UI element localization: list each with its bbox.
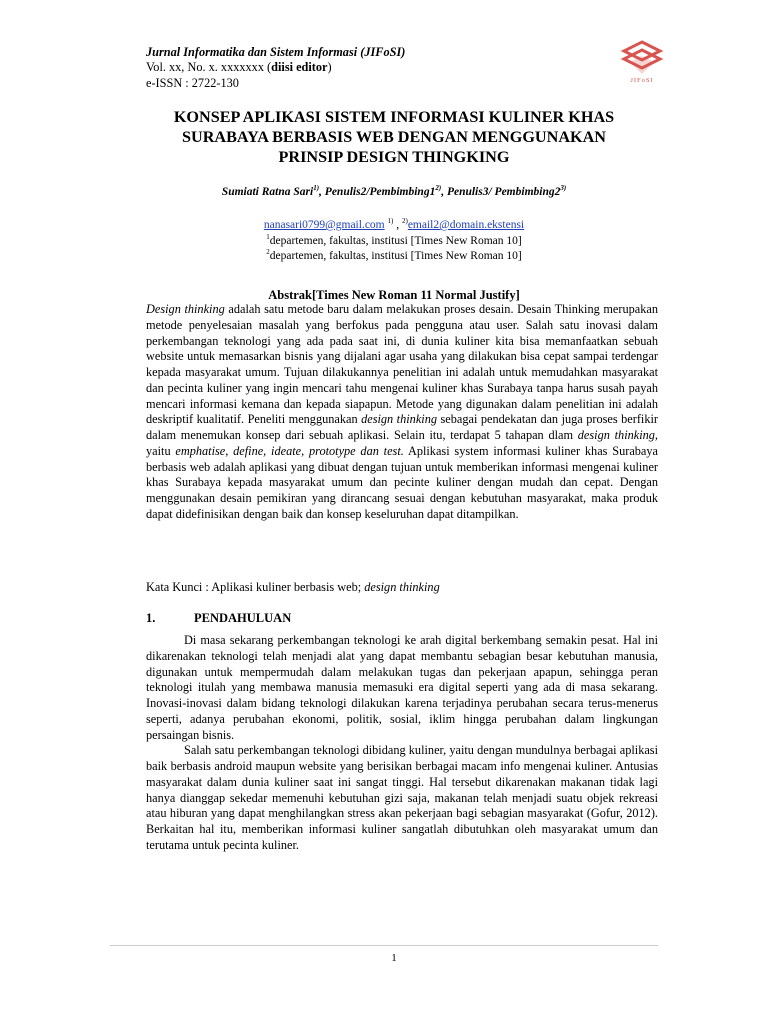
- title-line-2: SURABAYA BERBASIS WEB DENGAN MENGGUNAKAN: [182, 128, 606, 146]
- abstract-italic-1: Design thinking: [146, 302, 225, 316]
- abstract-text-1: adalah satu metode baru dalam melakukan proses desain. Desain Thinking merupakan metode penyelesaian masalah yang berfokus pada pengguna atau user. Salah satu inovasi dalam perkembangan teknologi yang ada pada saat ini, di dunia kuliner kita bisa memanfaatkan sebuah website untuk memasarkan bisnis yang dijalani agar usaha yang dilakukan bisa cepat sampai terdengar kepada masyarakat umum. Tujuan dilakukannya penelitian ini adalah untuk memudahkan masyarakat dan pecinta kuliner yang ingin mencari tahu mengenai kuliner khas Surabaya tanpa harus susah payah mencari informasi kemana dan kepada siapapun. Metode yang digunakan dalam penelitian ini adalah deskriptif kualitatif. Peneliti menggunakan: [146, 302, 658, 427]
- email-link-2[interactable]: email2@domain.ekstensi: [407, 218, 525, 231]
- abstract-heading: Abstrak[Times New Roman 11 Normal Justify]: [268, 288, 520, 302]
- email-separator: ,: [393, 218, 402, 231]
- affiliation-1: [130, 233, 658, 247]
- volume-note: diisi editor: [271, 60, 328, 75]
- author-3-sup: 3): [560, 184, 567, 192]
- author-1: Sumiati Ratna Sari: [221, 185, 314, 198]
- abstract-italic-2: design thinking: [361, 412, 437, 427]
- title-line-3: PRINSIP DESIGN THINGKING: [278, 148, 510, 166]
- author-2-sup: 2): [435, 184, 442, 192]
- email-1-sup: 1): [387, 217, 394, 225]
- volume-line: Vol. xx, No. x. xxxxxxx (diisi editor): [146, 60, 332, 75]
- paragraph-2: Salah satu perkembangan teknologi dibidang kuliner, yaitu dengan mundulnya berbagai aplikasi baik berbasis android maupun website yang berisikan berbagai macam info mengenai kuliner. Antusias masyarakat dalam dunia kuliner saat ini sangat tinggi. Hal tersebut dikarenakan makanan tidak lagi hanya dianggap sekedar memenuhi kebutuhan gizi saja, makanan telah menjadi suatu objek rekreasi atau hiburan yang dapat menghilangkan stress akan pekerjaan bagi sebagian masyarakat (Gofur, 2012). Berkaitan hal itu, memberikan informasi kuliner sangatlah dibutuhkan oleh masyarakat umum dan terutama untuk pecinta kuliner.: [146, 743, 658, 852]
- volume-text: Vol. xx, No. x. xxxxxxx: [146, 60, 264, 75]
- abstract-italic-3: design thinking,: [577, 428, 658, 442]
- affiliation-2-sup: 2: [266, 248, 270, 256]
- paragraph-1: Di masa sekarang perkembangan teknologi ke arah digital berkembang semakin pesat. Hal ini dikarenakan teknologi telah menjadi alat yang dapat membantu sebagian besar kebutuhan manusia, digunakan untuk mempermudah dalam melakukan tugas dan pekerjaan apapun, sehingga peran teknologi itulah yang membawa manusia memasuki era digital seperti yang ada di masa sekarang. Inovasi-inovasi dalam bidang teknologi dilakukan karena terjadinya perubahan secara terus-menerus seperti, adanya perubahan ekonomi, politik, sosial, iklim hingga perubahan dalam lingkungan persaingan bisnis.: [146, 633, 658, 742]
- abstract-text-5: Aplikasi system informasi kuliner khas Surabaya berbasis web adalah aplikasi yang dibuat dengan tujuan untuk memberikan informasi mengenai kuliner khas Surabaya kepada masyarakat umum dan pecinte kuliner dengan mudah dan cepat. Dengan menggunakan desain pemikiran yang dirancang sesuai dengan kebutuhan masyarakat, maka produk dapat didefinisikan dengan baik dan konsep keseluruhan dapat ditampilkan.: [146, 443, 658, 521]
- abstract-body: [146, 302, 658, 523]
- logo-text: JIFoSI: [630, 77, 654, 84]
- section-heading: [146, 611, 291, 626]
- journal-header: [146, 45, 405, 91]
- author-list: [130, 184, 658, 198]
- keywords-label: Kata Kunci : Aplikasi kuliner berbasis web;: [146, 580, 365, 594]
- abstract-text-2: sebagai pendekatan dan juga proses berfikir dalam menemukan konsep dari sebuah aplikasi. Selain itu, terdapat 5 tahapan dlam: [146, 412, 659, 442]
- affiliation-1-sup: 1: [266, 233, 270, 241]
- email-link-1[interactable]: nanasari0799@gmail.com: [263, 218, 385, 231]
- email-2-sup: 2): [401, 217, 408, 225]
- section-number: 1.: [146, 611, 156, 625]
- author-2: , Penulis2/Pembimbing1: [319, 185, 436, 198]
- journal-name: Jurnal Informatika dan Sistem Informasi (JIFoSI): [146, 45, 406, 59]
- email-line: [130, 217, 658, 231]
- keywords-italic: design thinking: [364, 580, 440, 594]
- paper-title: [130, 107, 658, 167]
- affiliation-2-text: departemen, fakultas, institusi [Times New Roman 10]: [269, 249, 522, 262]
- author-3: , Penulis3/ Pembimbing2: [441, 185, 561, 198]
- keywords: [146, 580, 440, 595]
- abstract-text-3: yaitu: [146, 443, 176, 458]
- issn-line: e-ISSN : 2722-130: [146, 75, 239, 90]
- journal-logo-icon: [620, 40, 664, 76]
- affiliation-2: [130, 248, 658, 262]
- abstract-italic-5: define, ideate, prototype dan test.: [233, 443, 404, 458]
- footer-divider: [110, 945, 658, 946]
- abstract-text-4: ,: [225, 443, 234, 458]
- page-number: 1: [391, 952, 397, 964]
- author-1-sup: 1): [313, 184, 320, 192]
- section-title: PENDAHULUAN: [194, 611, 292, 625]
- affiliation-1-text: departemen, fakultas, institusi [Times New Roman 10]: [269, 234, 522, 247]
- abstract-italic-4: emphatise: [175, 443, 226, 458]
- section-body: [146, 633, 658, 854]
- title-line-1: KONSEP APLIKASI SISTEM INFORMASI KULINER KHAS: [173, 108, 615, 126]
